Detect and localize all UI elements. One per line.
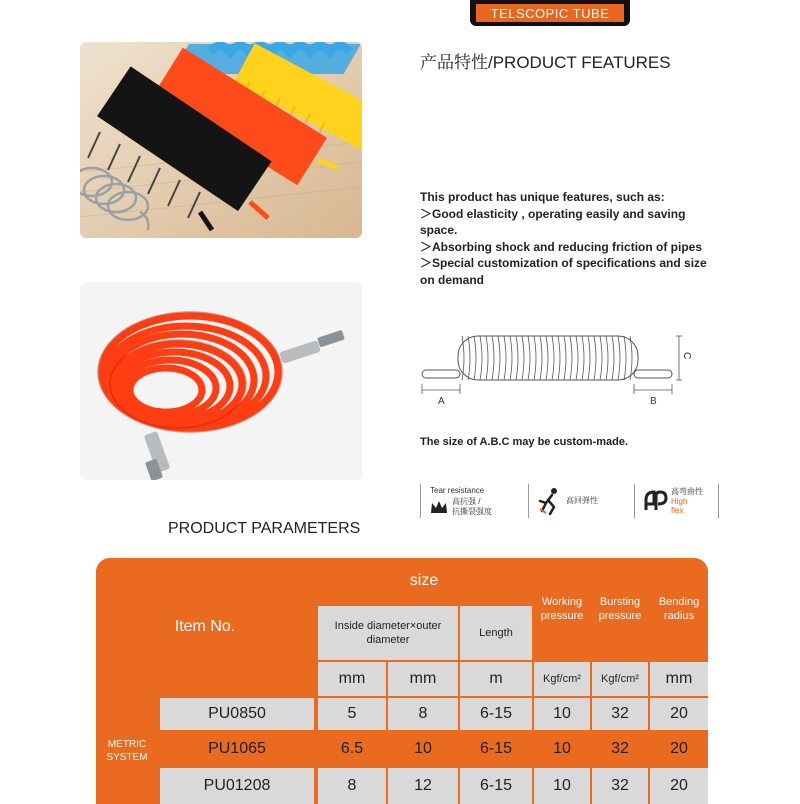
resilience-badge [538,480,628,522]
tear-line-1: 高抗强 / [452,496,481,506]
row1-bending: 20 [650,698,708,730]
unit-cell: Kgf/cm² [592,662,648,696]
divider [718,484,719,518]
divider [420,484,421,518]
feature-item: ＞Good elasticity , operating easily and saving space. [420,206,686,237]
features-list [420,189,710,288]
header-length: Length [460,606,532,660]
header-bending-radius: Bending radius [650,558,708,660]
row2-outer: 10 [388,732,458,766]
tear-resistance-badge [430,480,530,522]
unit-cell: m [460,662,532,696]
header-size: size [316,558,532,604]
row2-working: 10 [534,732,590,766]
header-working-pressure: Working pressure [534,558,590,660]
crown-icon [430,499,448,515]
features-intro: This product has unique features, such as: [420,190,665,204]
row2-bursting: 32 [592,732,648,766]
flex-line-1: 高弯曲性 [671,487,703,496]
tear-resistance-title: Tear resistance [430,485,485,495]
jumping-figure-icon [538,487,562,515]
feature-item: ＞Special customization of specifications and size on demand [420,256,707,287]
row1-working: 10 [534,698,590,730]
header-item-no: Item No. [96,558,314,696]
params-title: PRODUCT PARAMETERS [168,520,361,537]
unit-cell: mm [650,662,708,696]
header-tab-label: TELSCOPIC TUBE [476,4,624,22]
diagram-label-b: B [650,396,657,407]
row3-inner: 8 [318,768,386,804]
diagram-label-a: A [438,396,445,407]
divider [634,484,635,518]
row1-bursting: 32 [592,698,648,730]
feature-icons [420,480,720,522]
feature-item: ＞Absorbing shock and reducing friction of pipes [420,239,703,254]
unit-cell: Kgf/cm² [534,662,590,696]
params-table [96,558,708,804]
row3-working: 10 [534,768,590,804]
high-flex-badge [642,480,722,522]
flex-line-2: High [671,497,688,506]
row2-bending: 20 [650,732,708,766]
tear-line-2: 抗撕裂强度 [452,506,492,516]
flex-line-3: flex [671,506,684,515]
row3-outer: 12 [388,768,458,804]
custom-size-note: The size of A.B.C may be custom-made. [420,436,629,448]
row1-outer: 8 [388,698,458,730]
resilience-label: 高回弹性 [566,496,598,505]
row2-item: PU1065 [160,732,314,766]
header-bursting-pressure: Bursting pressure [592,558,648,660]
row3-item: PU01208 [160,768,314,804]
header-diameter: Inside diameter×outer diameter [318,606,458,660]
metric-system-label: METRIC SYSTEM [96,698,158,804]
product-photo-coils [80,42,362,238]
row3-bending: 20 [650,768,708,804]
divider [528,484,529,518]
header-tab [470,0,630,26]
features-title: 产品特性/PRODUCT FEATURES [420,53,671,72]
product-photo-hose [80,282,362,480]
dimension-diagram [418,320,708,410]
row2-length: 6-15 [460,732,532,766]
row3-bursting: 32 [592,768,648,804]
row1-length: 6-15 [460,698,532,730]
row1-item: PU0850 [160,698,314,730]
row1-inner: 5 [318,698,386,730]
unit-cell: mm [388,662,458,696]
diagram-label-c: C [681,352,692,360]
flex-icon [642,488,668,514]
row2-inner: 6.5 [318,732,386,766]
row3-length: 6-15 [460,768,532,804]
unit-cell: mm [318,662,386,696]
